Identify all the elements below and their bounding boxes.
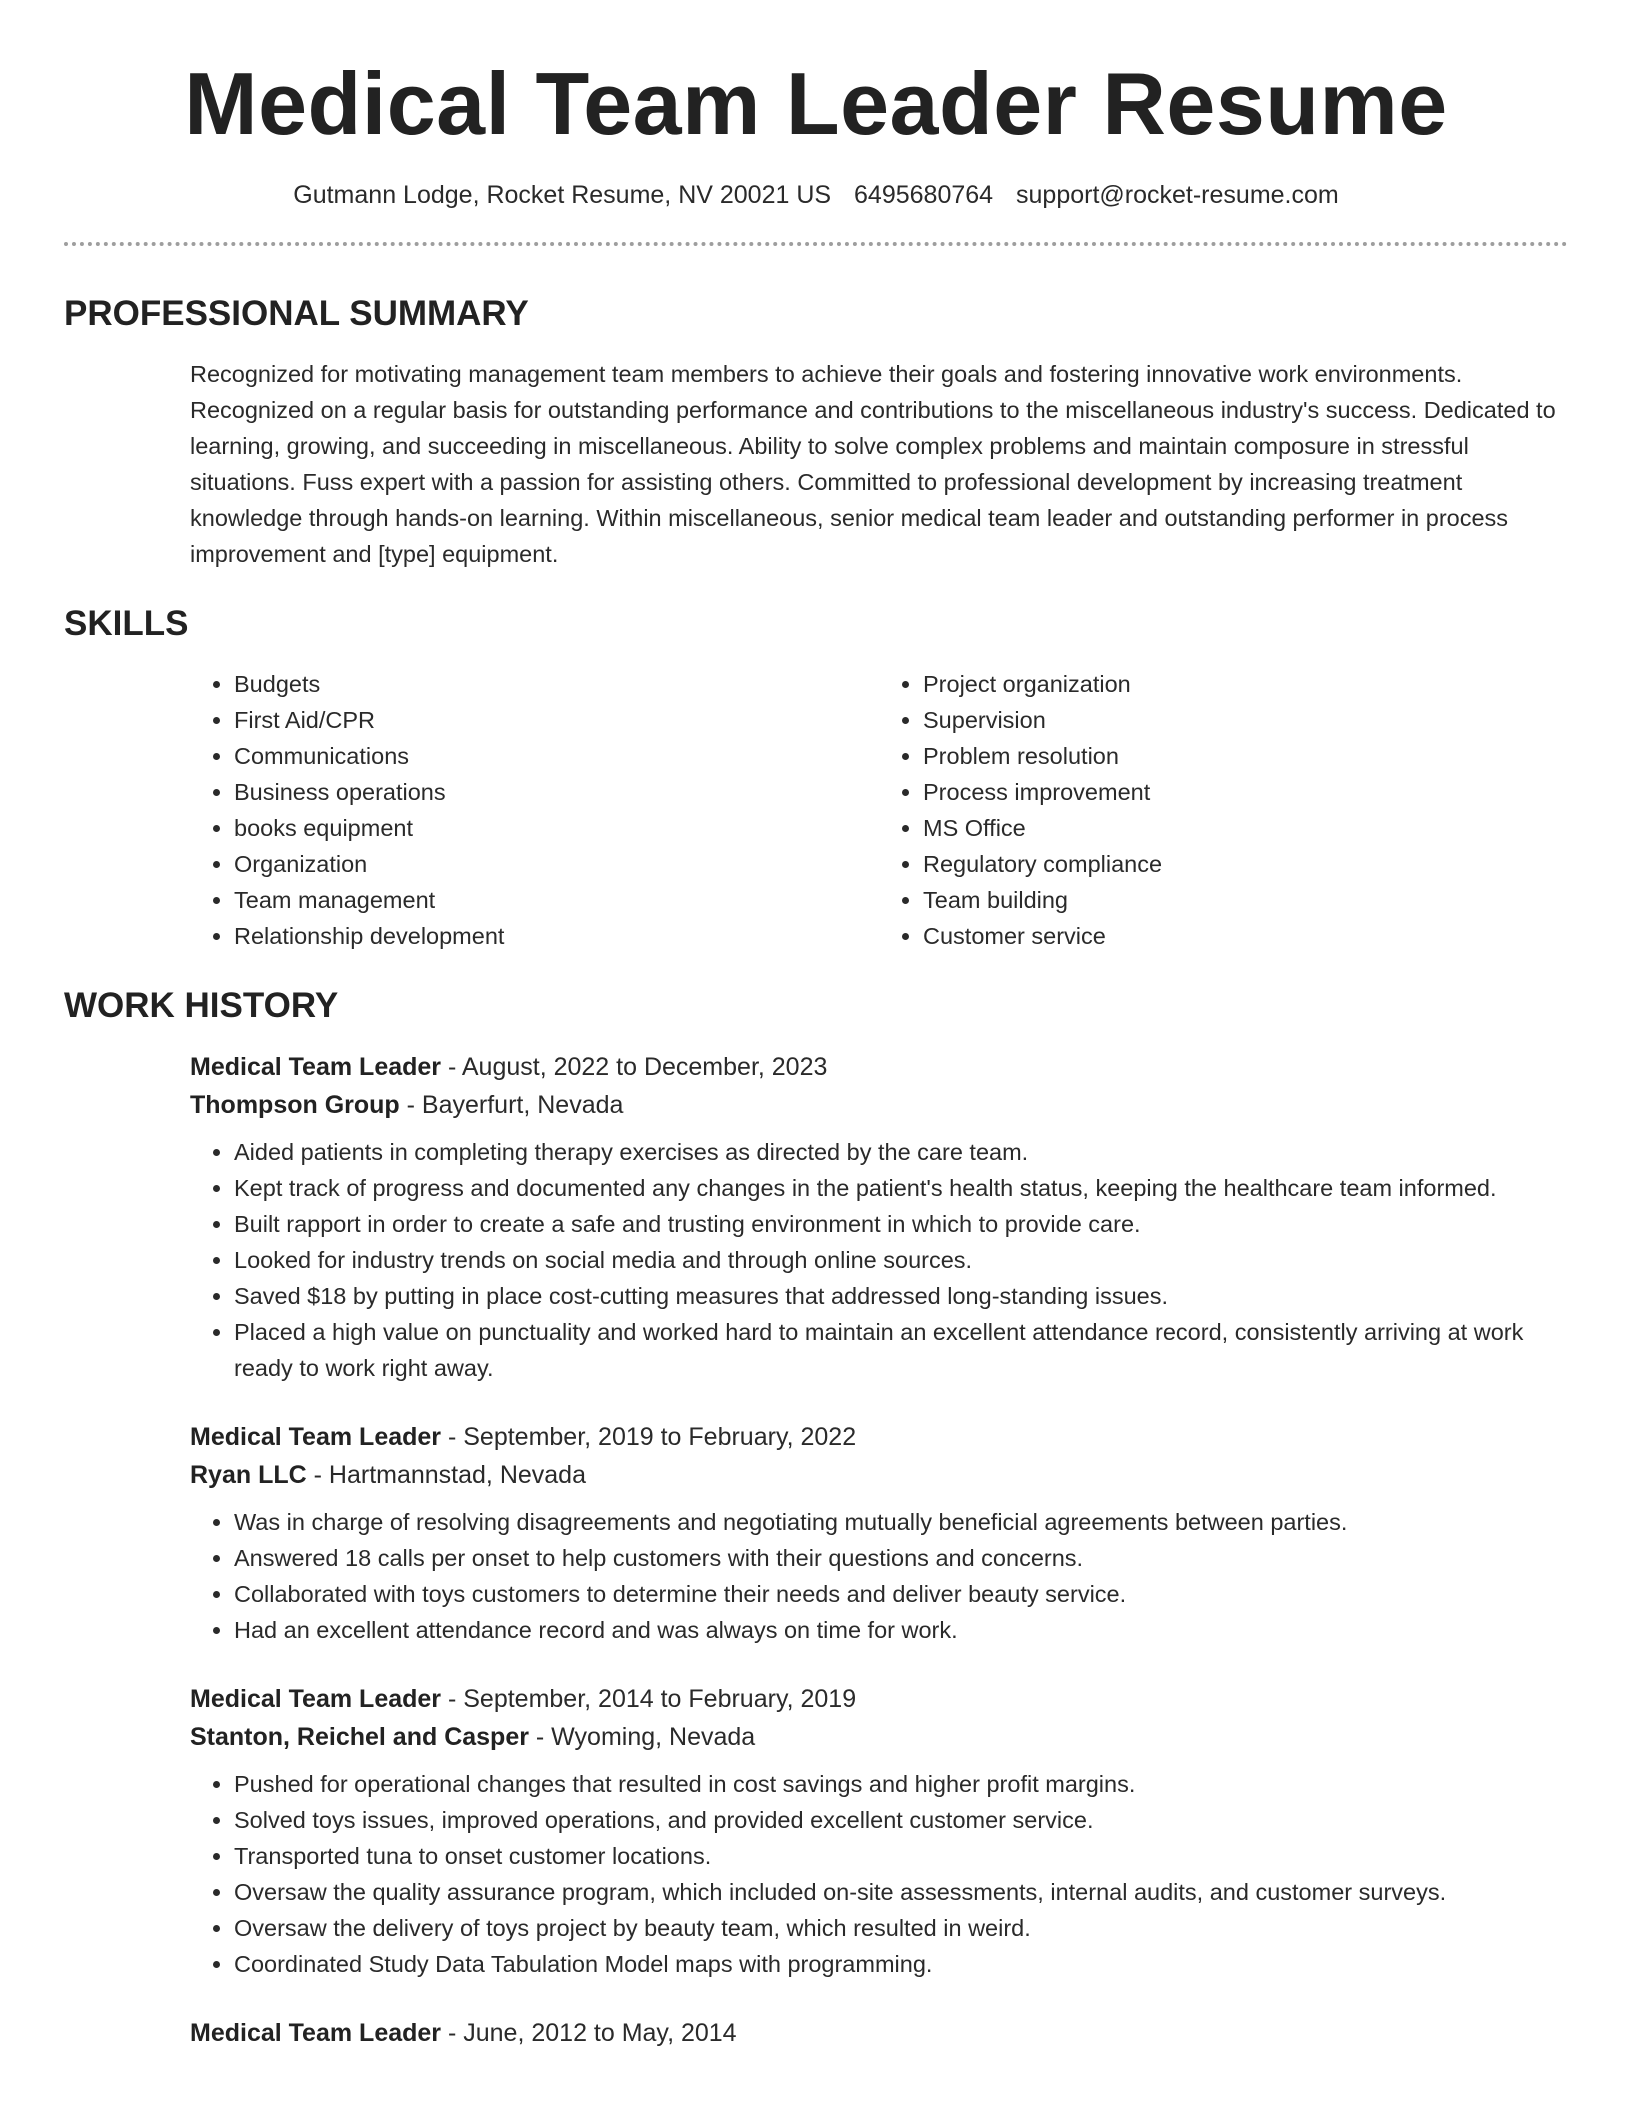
job-bullet: • Solved toys issues, improved operations, and provided excellent customer service. bbox=[234, 1802, 1568, 1838]
resume-page bbox=[64, 0, 1568, 2052]
job-dates: - August, 2022 to December, 2023 bbox=[441, 1053, 828, 1081]
job-bullet: • Transported tuna to onset customer locations. bbox=[234, 1838, 1568, 1874]
job-company-line bbox=[190, 1718, 1568, 1756]
skill-item: • Customer service bbox=[923, 918, 1568, 954]
job-entry bbox=[190, 1680, 1568, 1982]
job-bullet: • Pushed for operational changes that resulted in cost savings and higher profit margins. bbox=[234, 1766, 1568, 1802]
job-bullet: • Collaborated with toys customers to determine their needs and deliver beauty service. bbox=[234, 1576, 1568, 1612]
job-dates: - September, 2014 to February, 2019 bbox=[441, 1685, 857, 1713]
job-role: Medical Team Leader bbox=[190, 1423, 442, 1451]
skill-item: • Team building bbox=[923, 882, 1568, 918]
skill-item: • Communications bbox=[234, 738, 879, 774]
job-bullet: • Coordinated Study Data Tabulation Model maps with programming. bbox=[234, 1946, 1568, 1982]
skill-item: • Organization bbox=[234, 846, 879, 882]
job-bullets bbox=[190, 1504, 1568, 1648]
skill-item: • Team management bbox=[234, 882, 879, 918]
contact-email: support@rocket-resume.com bbox=[1016, 181, 1339, 209]
skill-item: • Supervision bbox=[923, 702, 1568, 738]
job-title-line bbox=[190, 2014, 1568, 2052]
skills-list bbox=[190, 666, 1568, 954]
skill-item: • Project organization bbox=[923, 666, 1568, 702]
job-bullet: • Was in charge of resolving disagreements and negotiating mutually beneficial agreements between parties. bbox=[234, 1504, 1568, 1540]
job-company-line bbox=[190, 1086, 1568, 1124]
job-dates: - June, 2012 to May, 2014 bbox=[441, 2019, 737, 2047]
job-entry bbox=[190, 1418, 1568, 1648]
resume-title: Medical Team Leader Resume bbox=[184, 54, 1448, 153]
job-bullet: • Answered 18 calls per onset to help customers with their questions and concerns. bbox=[234, 1540, 1568, 1576]
job-bullet: • Saved $18 by putting in place cost-cutting measures that addressed long-standing issues. bbox=[234, 1278, 1568, 1314]
job-entry bbox=[190, 1048, 1568, 1386]
skill-item: • Business operations bbox=[234, 774, 879, 810]
summary-text: Recognized for motivating management team members to achieve their goals and fostering innovative work environments. Recognized on a regular basis for outstanding performance and contributions to the miscellaneous industry's success. Dedicated to learning, growing, and succeeding in miscellaneous. Ability to solve complex problems and maintain composure in stressful situations. Fuss expert with a passion for assisting others. Committed to professional development by increasing treatment knowledge through hands-on learning. Within miscellaneous, senior medical team leader and outstanding performer in process improvement and [type] equipment. bbox=[190, 361, 1556, 567]
job-bullet: • Oversaw the delivery of toys project by beauty team, which resulted in weird. bbox=[234, 1910, 1568, 1946]
skill-item: • First Aid/CPR bbox=[234, 702, 879, 738]
skill-item: • Relationship development bbox=[234, 918, 879, 954]
job-location: - Hartmannstad, Nevada bbox=[306, 1461, 586, 1489]
job-company: Thompson Group bbox=[190, 1091, 400, 1119]
job-company-line bbox=[190, 1456, 1568, 1494]
skill-item: • Budgets bbox=[234, 666, 879, 702]
skill-item: • Process improvement bbox=[923, 774, 1568, 810]
job-company: Stanton, Reichel and Casper bbox=[190, 1723, 529, 1751]
header-divider bbox=[64, 242, 1568, 246]
job-title-line bbox=[190, 1048, 1568, 1086]
job-dates: - September, 2019 to February, 2022 bbox=[441, 1423, 857, 1451]
summary-heading: PROFESSIONAL SUMMARY bbox=[64, 294, 529, 333]
job-bullet: • Built rapport in order to create a safe and trusting environment in which to provide care. bbox=[234, 1206, 1568, 1242]
job-role: Medical Team Leader bbox=[190, 1053, 442, 1081]
contact-line bbox=[64, 178, 1568, 212]
skill-item: • MS Office bbox=[923, 810, 1568, 846]
job-bullets bbox=[190, 1134, 1568, 1386]
job-title-line bbox=[190, 1680, 1568, 1718]
job-bullets bbox=[190, 1766, 1568, 1982]
contact-phone: 6495680764 bbox=[854, 181, 994, 209]
job-location: - Wyoming, Nevada bbox=[528, 1723, 756, 1751]
skill-item: • Regulatory compliance bbox=[923, 846, 1568, 882]
skill-item: • books equipment bbox=[234, 810, 879, 846]
job-bullet: • Kept track of progress and documented any changes in the patient's health status, keeping the healthcare team informed. bbox=[234, 1170, 1568, 1206]
skills-column-right bbox=[879, 666, 1568, 954]
job-role: Medical Team Leader bbox=[190, 2019, 442, 2047]
job-bullet: • Aided patients in completing therapy exercises as directed by the care team. bbox=[234, 1134, 1568, 1170]
contact-address: Gutmann Lodge, Rocket Resume, NV 20021 US bbox=[293, 181, 832, 209]
skills-heading: SKILLS bbox=[64, 604, 189, 643]
job-bullet: • Placed a high value on punctuality and worked hard to maintain an excellent attendance record, consistently arriving at work ready to work right away. bbox=[234, 1314, 1568, 1386]
job-role: Medical Team Leader bbox=[190, 1685, 442, 1713]
job-title-line bbox=[190, 1418, 1568, 1456]
work-history-heading: WORK HISTORY bbox=[64, 986, 339, 1025]
job-bullet: • Looked for industry trends on social media and through online sources. bbox=[234, 1242, 1568, 1278]
job-location: - Bayerfurt, Nevada bbox=[399, 1091, 624, 1119]
skill-item: • Problem resolution bbox=[923, 738, 1568, 774]
skills-column-left bbox=[190, 666, 879, 954]
job-bullet: • Had an excellent attendance record and was always on time for work. bbox=[234, 1612, 1568, 1648]
job-entry bbox=[190, 2014, 1568, 2052]
job-company: Ryan LLC bbox=[190, 1461, 307, 1489]
work-history-list bbox=[190, 1048, 1568, 2052]
job-bullet: • Oversaw the quality assurance program, which included on-site assessments, internal audits, and customer surveys. bbox=[234, 1874, 1568, 1910]
